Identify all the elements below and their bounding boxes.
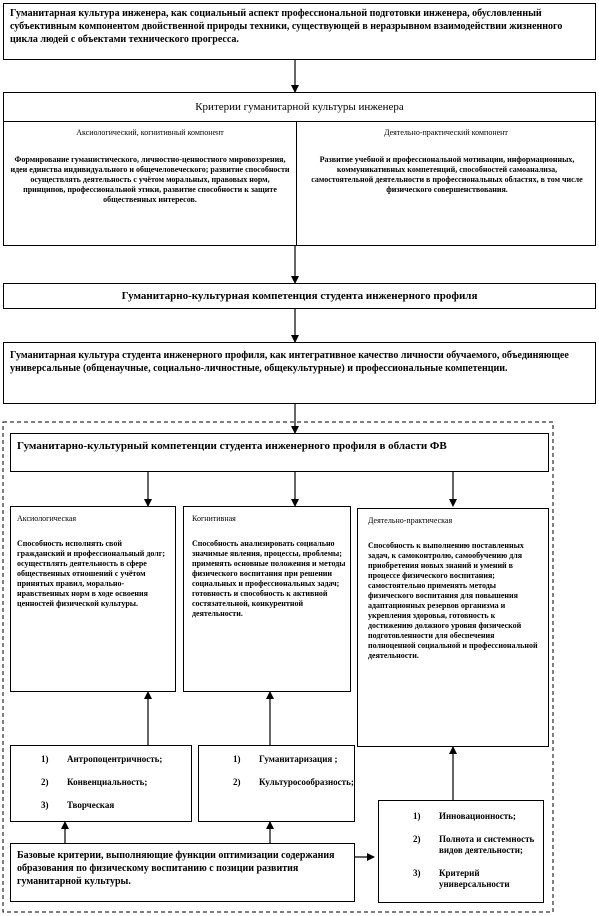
cognitive-body: Способность анализировать социально значимые явления, процессы, проблемы; применять основные положения и методы физического воспитания при решении социальных и профессиональных задач; готовность и способность к активной состязательной, конкурентной деятельности. xyxy=(192,539,346,618)
competence-text: Гуманитарно-культурная компетенция студента инженерного профиля xyxy=(121,290,478,302)
axiological-heading: Аксиологическая xyxy=(17,514,77,523)
list-b-item: 1) Гуманитаризация ; xyxy=(233,754,338,764)
list-c-item: 2) Полнота и системность видов деятельности; xyxy=(413,834,535,855)
criteria-title-box xyxy=(3,92,596,122)
list-a-item: 2) Конвенциальность; xyxy=(41,777,148,787)
criteria-right-body: Развитие учебной и профессиональной мотивации, информационных, коммуникативных компетенций, способностей самоанализа, самостоятельной деятельности в профессиональных областях, в том числе физического совершенствования. xyxy=(311,155,583,194)
practical-body: Способность к выполнению поставленных задач, к самоконтролю, самообучению для приобретения новых знаний и умений в процессе физического воспитания; самостоятельно применять методы физического воспитания для повышения адаптационных резервов организма и укрепления здоровья, готовность к достижению должного уровня физической подготовленности для обеспечения полноценной социальной и профессиональной деятельности. xyxy=(368,541,538,660)
axiological-body: Способность исполнять свой гражданский и профессиональный долг; осуществлять деятельность в сфере общественных отношений с учётом принятых правил, морально-нравственных норм в ходе освоения ценностей физической культуры. xyxy=(17,539,166,608)
criteria-list-c xyxy=(378,800,544,903)
engineer-humanitarian-culture-text: Гуманитарная культура инженера, как социальный аспект профессиональной подготовки инженера, обусловленный субъективным компонентом двойственной природы техники, существующей в неразрывном взаимодействии жизненного цикла людей с объектами технического прогресса. xyxy=(10,8,563,45)
list-b-item: 2) Культуросообразность; xyxy=(233,777,354,787)
list-c-item: 1) Инновационность; xyxy=(413,811,516,821)
criteria-right-box xyxy=(296,121,596,246)
criteria-left-box xyxy=(3,121,297,246)
student-culture-box xyxy=(3,342,596,404)
list-c-item: 3) Критерий универсальности xyxy=(413,868,510,889)
fv-competence-title: Гуманитарно-культурный компетенции студента инженерного профиля в области ФВ xyxy=(17,440,447,452)
criteria-right-heading: Деятельно-практический компонент xyxy=(384,128,508,137)
fv-competence-box xyxy=(10,433,549,472)
list-a-item: 3) Творческая xyxy=(41,800,115,810)
cognitive-heading: Когнитивная xyxy=(192,514,236,523)
engineer-humanitarian-culture-box xyxy=(3,3,596,60)
cognitive-box xyxy=(183,506,351,692)
criteria-title: Критерии гуманитарной культуры инженера xyxy=(195,101,404,113)
student-culture-text: Гуманитарная культура студента инженерного профиля, как интегративное качество личности обучаемого, объединяющее универсальные (общенаучные, социально-личностные, общекультурные) и профессиональные компетенции. xyxy=(10,350,569,374)
base-criteria-text: Базовые критерии, выполняющие функции оптимизации содержания образования по физическому воспитанию с позиции развития гуманитарной культуры. xyxy=(17,850,335,887)
practical-heading: Деятельно-практическая xyxy=(368,516,453,525)
criteria-list-a xyxy=(10,745,192,822)
criteria-list-b xyxy=(198,745,355,822)
axiological-box xyxy=(10,506,176,692)
competence-box xyxy=(3,283,596,309)
practical-box xyxy=(357,508,549,747)
criteria-left-body: Формирование гуманистического, личностно-ценностного мировоззрения, идеи единства индивидуального и общечеловеческого; развитие способности осуществлять деятельность с учётом моральных, правовых норм, принципов, профессиональной этики, развитие способности к защите общественных интересов. xyxy=(10,155,290,204)
base-criteria-box xyxy=(10,843,355,902)
criteria-left-heading: Аксиологический, когнитивный компонент xyxy=(76,128,224,137)
list-a-item: 1) Антропоцентричность; xyxy=(41,754,163,764)
